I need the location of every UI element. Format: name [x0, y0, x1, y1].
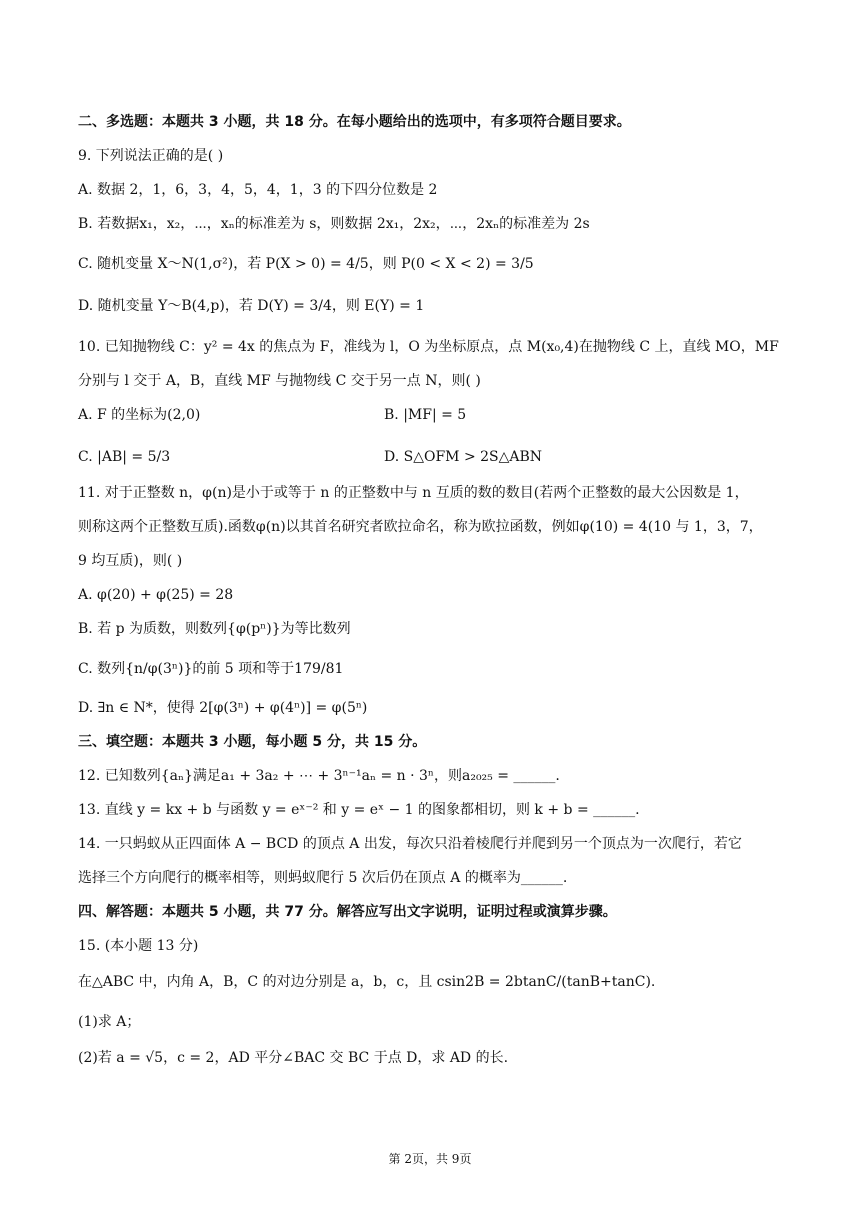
question-11-stem-line3: 9 均互质)，则( ): [78, 553, 183, 569]
question-14-line2: 选择三个方向爬行的概率相等，则蚂蚁爬行 5 次后仍在顶点 A 的概率为______.: [78, 870, 568, 886]
page-footer: 第 2页，共 9页: [388, 1152, 472, 1166]
question-14-line1: 14. 一只蚂蚁从正四面体 A − BCD 的顶点 A 出发，每次只沿着棱爬行并爬到另一个顶点为一次爬行，若它: [78, 836, 742, 852]
question-9-option-b: B. 若数据x₁，x₂，⋯，xₙ的标准差为 s，则数据 2x₁，2x₂，⋯，2xₙ的标准差为 2s: [78, 216, 590, 232]
question-11-option-c: C. 数列{n/φ(3ⁿ)}的前 5 项和等于179/81: [78, 661, 344, 677]
question-15-part1: (1)求 A；: [78, 1014, 141, 1030]
question-10-stem-line1: 10. 已知抛物线 C：y² = 4x 的焦点为 F，准线为 l，O 为坐标原点，点 M(x₀,4)在抛物线 C 上，直线 MO，MF: [78, 339, 779, 355]
question-10-stem-line2: 分别与 l 交于 A，B，直线 MF 与抛物线 C 交于另一点 N，则( ): [78, 373, 481, 389]
question-13: 13. 直线 y = kx + b 与函数 y = eˣ⁻² 和 y = eˣ − 1 的图象都相切，则 k + b = ______.: [78, 802, 640, 818]
question-9-option-c: C. 随机变量 X～N(1,σ²)，若 P(X > 0) = 4/5，则 P(0 < X < 2) = 3/5: [78, 256, 534, 272]
question-15-part2: (2)若 a = √5，c = 2，AD 平分∠BAC 交 BC 于点 D，求 AD 的长.: [78, 1050, 509, 1066]
question-11-option-a: A. φ(20) + φ(25) = 28: [78, 587, 234, 603]
question-10-option-c: C. |AB| = 5/3: [78, 449, 171, 465]
question-11-stem-line2: 则称这两个正整数互质).函数φ(n)以其首名研究者欧拉命名，称为欧拉函数，例如φ(10) = 4(10 与 1，3，7，: [78, 519, 763, 535]
section-fill-in-title: 三、填空题：本题共 3 小题，每小题 5 分，共 15 分。: [78, 734, 427, 750]
question-9-stem: 9. 下列说法正确的是( ): [78, 148, 224, 164]
question-11-option-b: B. 若 p 为质数，则数列{φ(pⁿ)}为等比数列: [78, 621, 351, 637]
question-11-option-d: D. ∃n ∈ N*，使得 2[φ(3ⁿ) + φ(4ⁿ)] = φ(5ⁿ): [78, 700, 368, 716]
question-12: 12. 已知数列{aₙ}满足a₁ + 3a₂ + ⋯ + 3ⁿ⁻¹aₙ = n · 3ⁿ，则a₂₀₂₅ = ______.: [78, 768, 560, 784]
section-solution-title: 四、解答题：本题共 5 小题，共 77 分。解答应写出文字说明，证明过程或演算步骤。: [78, 904, 617, 920]
question-15-title: 15. (本小题 13 分): [78, 938, 199, 954]
question-15-stem: 在△ABC 中，内角 A，B，C 的对边分别是 a，b，c，且 csin2B = 2btanC/(tanB+tanC).: [78, 974, 656, 990]
question-10-option-d: D. S△OFM > 2S△ABN: [384, 449, 543, 465]
question-10-option-b: B. |MF| = 5: [384, 407, 467, 423]
section-multiple-choice-title: 二、多选题：本题共 3 小题，共 18 分。在每小题给出的选项中，有多项符合题目要求。: [78, 114, 631, 130]
question-11-stem-line1: 11. 对于正整数 n，φ(n)是小于或等于 n 的正整数中与 n 互质的数的数目(若两个正整数的最大公因数是 1，: [78, 485, 749, 501]
question-9-option-a: A. 数据 2，1，6，3，4，5，4，1，3 的下四分位数是 2: [78, 182, 438, 198]
question-9-option-d: D. 随机变量 Y～B(4,p)，若 D(Y) = 3/4，则 E(Y) = 1: [78, 298, 425, 314]
question-10-option-a: A. F 的坐标为(2,0): [78, 407, 201, 423]
